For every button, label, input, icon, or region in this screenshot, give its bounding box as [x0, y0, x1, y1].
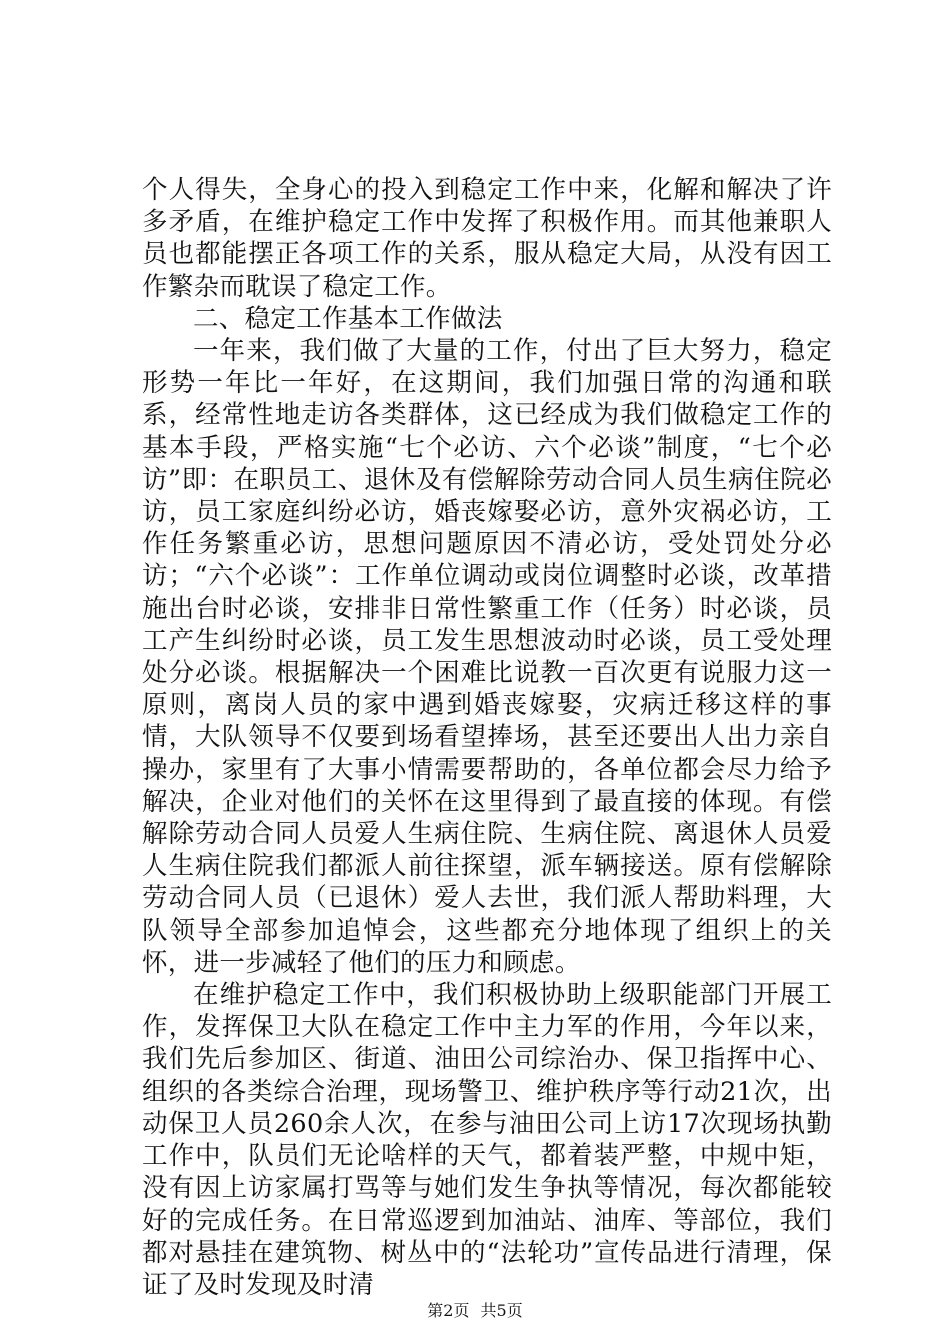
page-number: 第2页	[427, 1301, 470, 1320]
paragraph: 一年来，我们做了大量的工作，付出了巨大努力，稳定形势一年比一年好，在这期间，我们加强日常的沟通和联系，经常性地走访各类群体，这已经成为我们做稳定工作的基本手段，严格实施“七个必访、六个必谈”制度，“七个必访”即：在职员工、退休及有偿解除劳动合同人员生病住院必访，员工家庭纠纷必访，婚丧嫁娶必访，意外灾祸必访，工作任务繁重必访，思想问题原因不清必访，受处罚处分必访；“六个必谈”：工作单位调动或岗位调整时必谈，改革措施出台时必谈，安排非日常性繁重工作（任务）时必谈，员工产生纠纷时必谈，员工发生思想波动时必谈，员工受处理处分必谈。根据解决一个困难比说教一百次更有说服力这一原则，离岗人员的家中遇到婚丧嫁娶，灾病迁移这样的事情，大队领导不仅要到场看望捧场，甚至还要出人出力亲自操办，家里有了大事小情需要帮助的，各单位都会尽力给予解决，企业对他们的关怀在这里得到了最直接的体现。有偿解除劳动合同人员爱人生病住院、生病住院、离退休人员爱人生病住院我们都派人前往探望，派车辆接送。原有偿解除劳动合同人员（已退休）爱人去世，我们派人帮助料理，大队领导全部参加追悼会，这些都充分地体现了组织上的关怀，进一步减轻了他们的压力和顾虑。	[142, 336, 832, 978]
page-footer	[0, 1298, 950, 1321]
page-total: 共5页	[480, 1301, 523, 1320]
document-body	[142, 174, 832, 1301]
paragraph: 在维护稳定工作中，我们积极协助上级职能部门开展工作，发挥保卫大队在稳定工作中主力军的作用，今年以来，我们先后参加区、街道、油田公司综治办、保卫指挥中心、组织的各类综合治理，现场警卫、维护秩序等行动21次，出动保卫人员260余人次，在参与油田公司上访17次现场执勤工作中，队员们无论啥样的天气，都着装严整，中规中矩，没有因上访家属打骂等与她们发生争执等情况，每次都能较好的完成任务。在日常巡逻到加油站、油库、等部位，我们都对悬挂在建筑物、树丛中的“法轮功”宣传品进行清理，保证了及时发现及时清	[142, 980, 832, 1300]
paragraph-continuation: 个人得失，全身心的投入到稳定工作中来，化解和解决了许多矛盾，在维护稳定工作中发挥了积极作用。而其他兼职人员也都能摆正各项工作的关系，服从稳定大局，从没有因工作繁杂而耽误了稳定工作。	[142, 175, 832, 302]
section-heading: 二、稳定工作基本工作做法	[193, 303, 503, 334]
